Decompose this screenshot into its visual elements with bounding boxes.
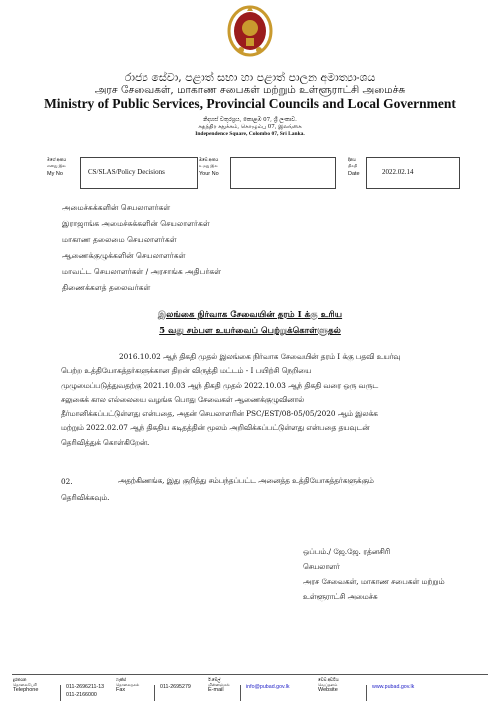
your-no-label: ඔබේ අංකය உமது இல Your No bbox=[199, 157, 219, 177]
footer-bracket bbox=[154, 685, 155, 701]
footer-divider bbox=[12, 674, 488, 675]
email-label: ඊ-මේල් மின்னஞ்சல் E-mail bbox=[208, 677, 230, 693]
signature-org-line-2: உள்ளூராட்சி அமைச்சு bbox=[303, 592, 378, 601]
date-value: 2022.02.14 bbox=[382, 168, 414, 176]
ministry-name-tamil: அரச சேவைகள், மாகாண சபைகள் மற்றும் உள்ளூராட்சி அமைச்சு bbox=[94, 84, 406, 96]
paragraph-line: தெரிவித்துக் கொள்கிறேன். bbox=[61, 437, 150, 447]
my-no-label: මගේ අංකය எனது இல My No bbox=[47, 157, 67, 177]
paragraph-line: அதற்கிணங்க, இது குறித்து சம்பந்தப்பட்ட அனைத்த உத்தியோகத்தர்களுக்கும் bbox=[118, 476, 374, 485]
paragraph-line: பெற்ற உத்தியோகத்தர்களுக்கான திறன் விருத்தி மட்டம் - I பயிற்சி நெறியை bbox=[61, 366, 312, 376]
footer-bracket bbox=[366, 685, 367, 701]
email-link[interactable]: info@pubad.gov.lk bbox=[246, 684, 290, 690]
paragraph-1 bbox=[61, 350, 447, 450]
telephone-label: දුරකථන தொலைபேசி Telephone bbox=[13, 677, 39, 693]
national-emblem bbox=[227, 4, 273, 58]
website-link[interactable]: www.pubad.gov.lk bbox=[372, 684, 415, 690]
your-no-box bbox=[230, 157, 336, 189]
paragraph-line: தீர்மானிக்கப்பட்டுள்ளது என்பதை, அதன் செயலாளரின் PSC/EST/08-05/05/2020 ஆம் இலக்க bbox=[61, 409, 378, 419]
ministry-name-sinhala: රාජ්‍ය සේවා, පළාත් සභා හා පළාත් පාලන අමාත්‍යාංශය bbox=[124, 71, 376, 84]
signature-title: செயலாளர் bbox=[303, 562, 340, 571]
subject-line-1: இலங்கை நிர்வாக சேவையின் தரம் I க்கு உரிய bbox=[157, 310, 343, 320]
fax-label: ෆැක්ස් தொலைநகல் Fax bbox=[116, 677, 140, 693]
paragraph-2-line-2 bbox=[61, 491, 447, 505]
paragraph-line: சலுகைக் கால எல்லையை வழங்க பொது சேவைகள் ஆணைக்குழுவினால் bbox=[61, 394, 305, 404]
recipient-line: இராஜாங்க அமைச்சுக்களின் செயலாளர்கள் bbox=[62, 219, 210, 228]
address-english: Independence Square, Colombo 07, Sri Lanka. bbox=[195, 131, 305, 137]
paragraph-line: 2016.10.02 ஆந் திகதி முதல் இலங்கை நிர்வாக சேவையின் தரம் I க்கு பதவி உயர்வு bbox=[119, 352, 401, 361]
signature-org-line-1: அரச சேவைகள், மாகாண சபைகள் மற்றும் bbox=[303, 577, 445, 586]
telephone-number: 011-2696211-13 bbox=[66, 684, 105, 690]
paragraph-2-number: 02. bbox=[61, 477, 73, 486]
fax-value: 011-2695279 bbox=[160, 684, 191, 690]
telephone-number: 011-2166000 bbox=[66, 691, 97, 698]
recipient-line: திணைக்களத் தலைவர்கள் bbox=[62, 283, 151, 292]
recipient-line: மாகாண தலைமை செயலாளர்கள் bbox=[62, 235, 177, 244]
recipient-line: அமைச்சுக்களின் செயலாளர்கள் bbox=[62, 203, 171, 212]
address-sinhala: නිදහස් චතුරශ්‍රය, කොළඹ 07, ශ්‍රී ලංකාව. bbox=[203, 117, 297, 123]
address-tamil: சுதந்திர சதுக்கம், கொழும்பு 07, இலங்கை bbox=[198, 124, 302, 130]
my-no-value: CS/SLAS/Policy Decisions bbox=[88, 168, 165, 176]
paragraph-line: முழுமைப்படுத்துவதற்கு 2021.10.03 ஆந் திகதி முதல் 2022.10.03 ஆந் திகதி வரை ஒரு வருட bbox=[61, 380, 379, 390]
footer-bracket bbox=[240, 685, 241, 701]
paragraph-line: தெரிவிக்கவும். bbox=[61, 493, 110, 502]
website-label: වෙබ් අඩවිය வெப்தளம் Website bbox=[318, 677, 339, 693]
date-label: දිනය திகதி Date bbox=[348, 157, 360, 177]
telephone-values bbox=[66, 684, 104, 699]
footer-bracket bbox=[60, 685, 61, 701]
subject-line-2: 5 வது சம்பள உயர்வைப் பெற்றுக்கொள்ளுதல் bbox=[159, 326, 341, 336]
paragraph-line: மற்றும் 2022.02.07 ஆந் திகதிய கடிதத்தின் மூலம் அறிவிக்கப்பட்டுள்ளது என்பதை தயவுடன் bbox=[61, 423, 370, 433]
recipient-line: மாவட்ட செயலாளர்கள் / அரசாங்க அதிபர்கள் bbox=[62, 267, 222, 276]
paragraph-2-line-1 bbox=[118, 474, 448, 488]
ministry-name-english: Ministry of Public Services, Provincial Councils and Local Government bbox=[44, 96, 456, 111]
signature-name: ஒப்பம்./ ஜே.ஜே. ரத்னசிரி bbox=[303, 547, 391, 556]
recipient-line: ஆணைக்குழுக்களின் செயலாளர்கள் bbox=[62, 251, 186, 260]
